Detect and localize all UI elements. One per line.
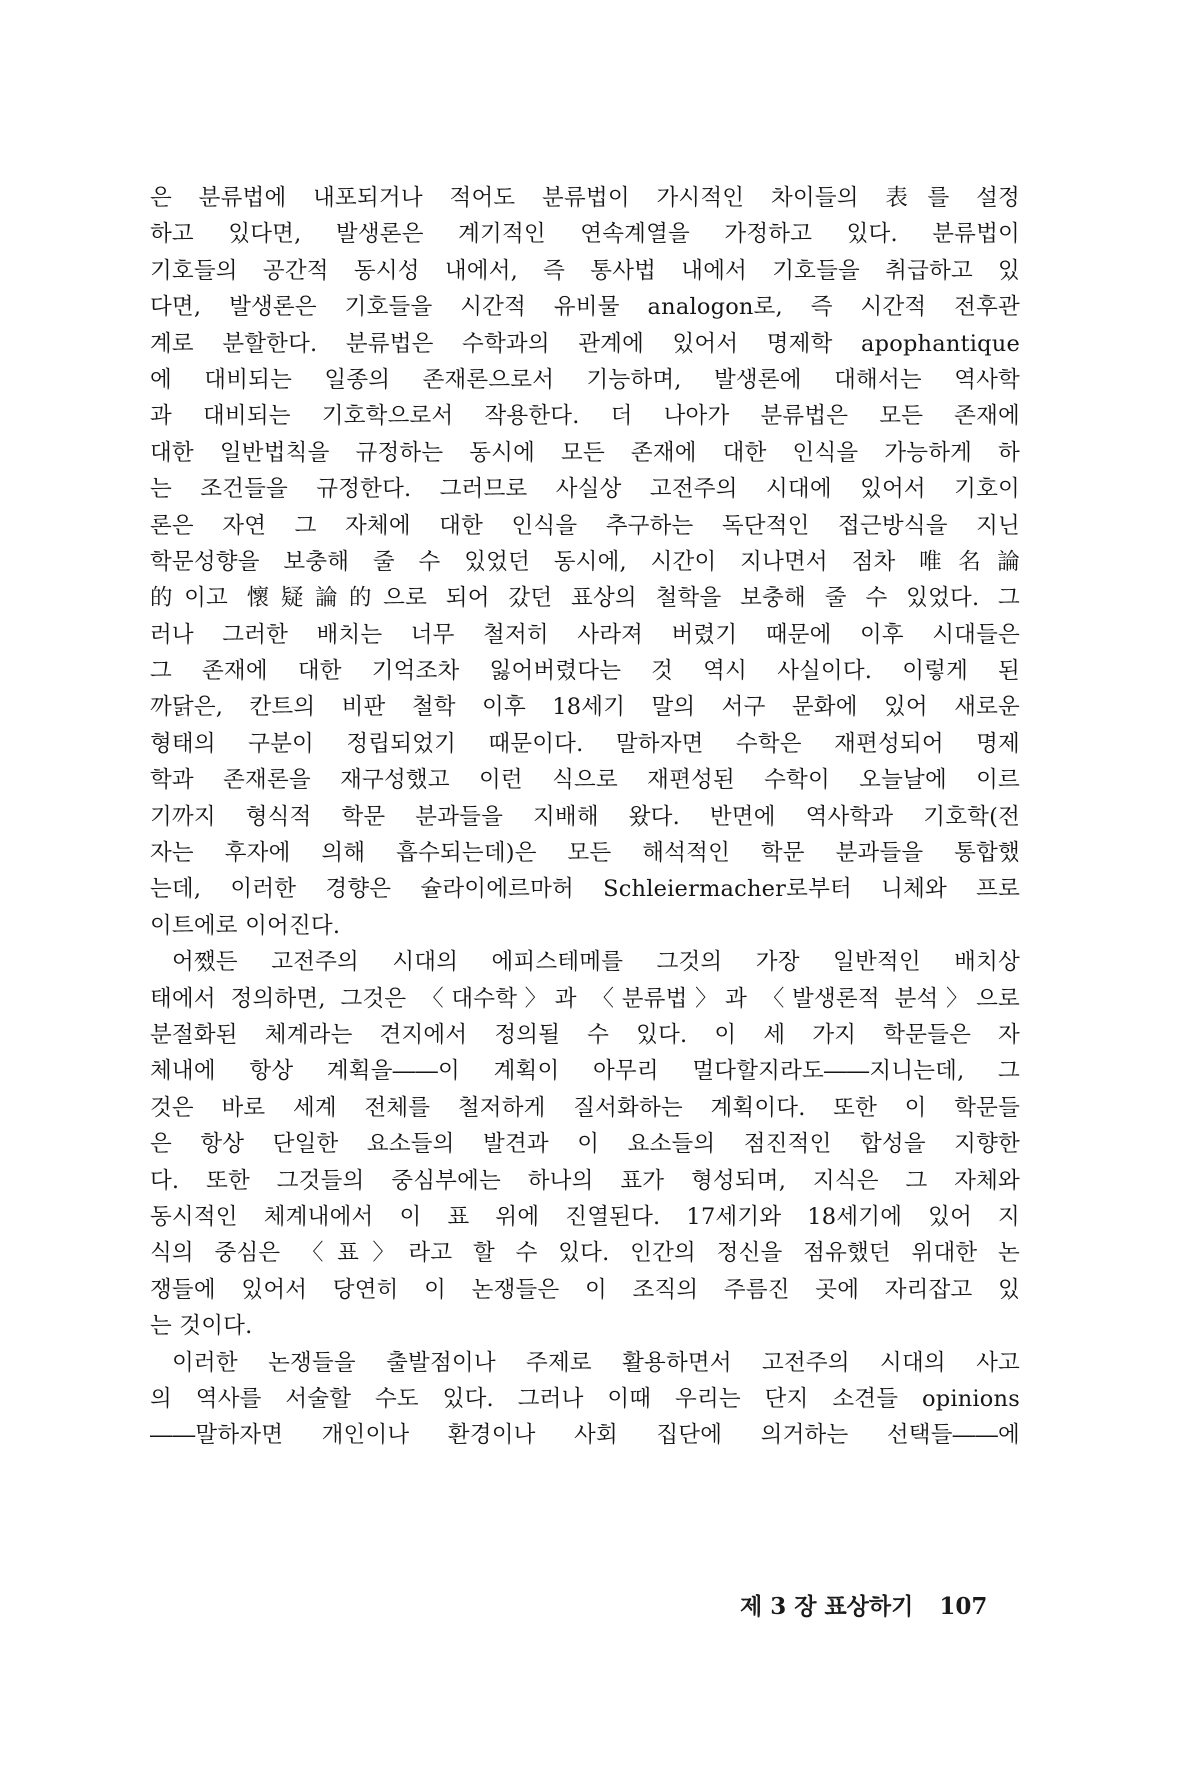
text-line: 어쨌든 고전주의 시대의 에피스테메를 그것의 가장 일반적인 배치상	[172, 949, 1020, 976]
running-footer	[740, 1588, 1000, 1628]
paragraph	[150, 180, 1020, 944]
text-line: 러나 그러한 배치는 너무 철저히 사라져 버렸기 때문에 이후 시대들은	[150, 621, 1020, 648]
text-line: 은 항상 단일한 요소들의 발견과 이 요소들의 점진적인 합성을 지향한	[150, 1131, 1020, 1158]
page-number: 107	[939, 1593, 988, 1620]
text-line: 의 역사를 서술할 수도 있다. 그러나 이때 우리는 단지 소견들 opinions	[150, 1385, 1020, 1412]
text-line: 그 존재에 대한 기억조차 잃어버렸다는 것 역시 사실이다. 이렇게 된	[150, 658, 1020, 685]
text-line: 것은 바로 세계 전체를 철저하게 질서화하는 계획이다. 또한 이 학문들	[150, 1094, 1020, 1121]
text-line: 은 분류법에 내포되거나 적어도 분류법이 가시적인 차이들의 表를 설정	[150, 185, 1020, 211]
text-line: 학문성향을 보충해 줄 수 있었던 동시에, 시간이 지나면서 점차 唯名論	[150, 548, 1020, 575]
text-line: 분절화된 체계라는 견지에서 정의될 수 있다. 이 세 가지 학문들은 자	[150, 1021, 1020, 1048]
text-line: 론은 자연 그 자체에 대한 인식을 추구하는 독단적인 접근방식을 지닌	[150, 512, 1020, 539]
text-line: 的이고 懷疑論的으로 되어 갔던 표상의 철학을 보충해 줄 수 있었다. 그	[150, 585, 1020, 612]
text-line: 다면, 발생론은 기호들을 시간적 유비물 analogon로, 즉 시간적 전후관	[150, 294, 1020, 321]
paragraph	[150, 944, 1020, 1344]
text-line: 까닭은, 칸트의 비판 철학 이후 18세기 말의 서구 문화에 있어 새로운	[150, 694, 1020, 721]
text-line: 동시적인 체계내에서 이 표 위에 진열된다. 17세기와 18세기에 있어 지	[150, 1203, 1020, 1230]
text-line: 대한 일반법칙을 규정하는 동시에 모든 존재에 대한 인식을 가능하게 하	[150, 439, 1020, 466]
paragraph	[150, 1345, 1020, 1454]
text-line: 에 대비되는 일종의 존재론으로서 기능하며, 발생론에 대해서는 역사학	[150, 366, 1020, 393]
chapter-title: 제 3 장 표상하기	[740, 1593, 914, 1620]
text-line: 형태의 구분이 정립되었기 때문이다. 말하자면 수학은 재편성되어 명제	[150, 730, 1020, 757]
text-line: 체내에 항상 계획을――이 계획이 아무리 멀다할지라도――지니는데, 그	[150, 1058, 1020, 1085]
text-line: 이트에로 이어진다.	[150, 912, 341, 939]
body-text	[150, 180, 1020, 1454]
text-line: 는데, 이러한 경향은 슐라이에르마허 Schleiermacher로부터 니체와 프로	[150, 876, 1020, 903]
text-line: ――말하자면 개인이나 환경이나 사회 집단에 의거하는 선택들――에	[150, 1422, 1020, 1449]
text-line: 이러한 논쟁들을 출발점이나 주제로 활용하면서 고전주의 시대의 사고	[172, 1349, 1020, 1376]
text-line: 기호들의 공간적 동시성 내에서, 즉 통사법 내에서 기호들을 취급하고 있	[150, 257, 1020, 284]
text-line: 기까지 형식적 학문 분과들을 지배해 왔다. 반면에 역사학과 기호학(전	[150, 803, 1020, 830]
text-line: 학과 존재론을 재구성했고 이런 식으로 재편성된 수학이 오늘날에 이르	[150, 767, 1020, 794]
text-line: 다. 또한 그것들의 중심부에는 하나의 표가 형성되며, 지식은 그 자체와	[150, 1167, 1020, 1194]
text-line: 자는 후자에 의해 흡수되는데)은 모든 해석적인 학문 분과들을 통합했	[150, 840, 1020, 867]
text-line: 는 조건들을 규정한다. 그러므로 사실상 고전주의 시대에 있어서 기호이	[150, 476, 1020, 503]
text-line: 식의 중심은 〈표〉라고 할 수 있다. 인간의 정신을 점유했던 위대한 논	[150, 1240, 1020, 1267]
text-line: 하고 있다면, 발생론은 계기적인 연속계열을 가정하고 있다. 분류법이	[150, 221, 1020, 248]
text-line: 과 대비되는 기호학으로서 작용한다. 더 나아가 분류법은 모든 존재에	[150, 403, 1020, 430]
text-line: 태에서 정의하면, 그것은 〈대수학〉과 〈분류법〉과 〈발생론적 분석〉으로	[150, 985, 1020, 1012]
text-line: 쟁들에 있어서 당연히 이 논쟁들은 이 조직의 주름진 곳에 자리잡고 있	[150, 1276, 1020, 1303]
text-line: 는 것이다.	[150, 1313, 253, 1340]
text-line: 계로 분할한다. 분류법은 수학과의 관계에 있어서 명제학 apophantique	[150, 330, 1020, 357]
